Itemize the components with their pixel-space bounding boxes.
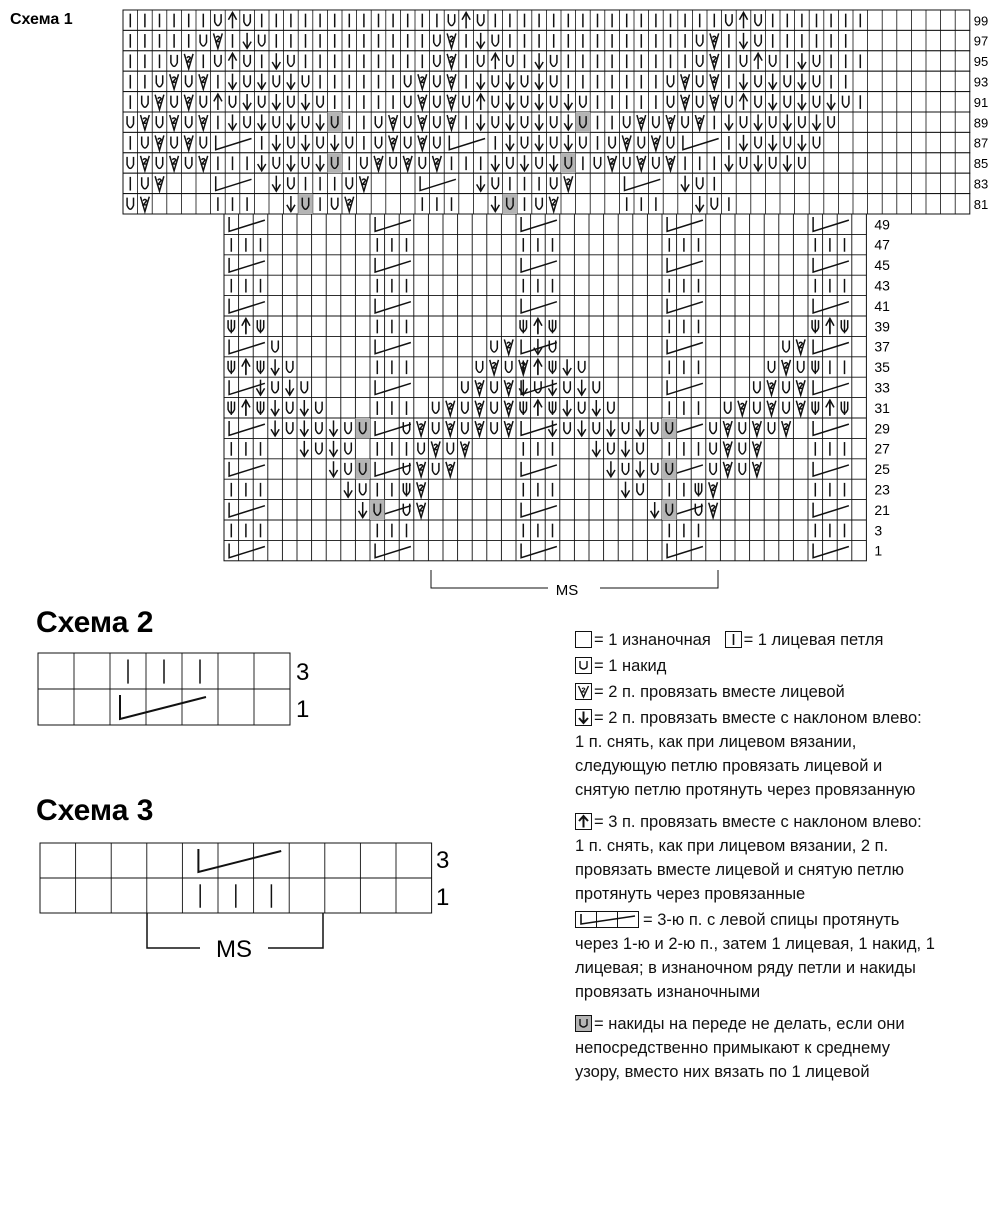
scheme1-upper-row-number: 91 [973, 94, 989, 110]
grey-cell [327, 112, 342, 132]
grey-cell [576, 112, 591, 132]
scheme2-row-1: 1 [296, 696, 310, 723]
cross-symbol-icon [575, 911, 641, 928]
ssk-symbol-icon [575, 709, 592, 726]
legend-purl: = 1 изнаночная [594, 631, 711, 649]
scheme3-row-3: 3 [436, 847, 450, 874]
legend-sk2p: = 3 п. провязать вместе с наклоном влево: 1 п. снять, как при лицевом вязании, 2 п. провязать вместе лицевой и снятую петлю протянуть через провязанные [575, 813, 922, 903]
scheme1-lower-row-number: 27 [874, 440, 890, 457]
scheme3-ms-label: MS [216, 936, 252, 963]
scheme1-lower-row-number: 45 [874, 257, 890, 274]
legend-line-k2tog [575, 680, 935, 704]
scheme3-grid [40, 843, 432, 913]
grey-cell [503, 194, 518, 214]
legend-line-cross [575, 908, 935, 1004]
scheme1-lower-row-number: 3 [874, 522, 883, 539]
scheme1-lower-row-number: 29 [874, 420, 890, 437]
grey-cell [355, 459, 370, 479]
grey-cell [327, 153, 342, 173]
scheme1-upper-row-number: 85 [973, 156, 989, 172]
scheme2-row-3: 3 [296, 659, 310, 686]
scheme1-lower-row-number: 41 [874, 297, 890, 314]
scheme1-lower-row-number: 23 [874, 481, 890, 498]
scheme1-upper-row-number: 89 [973, 115, 989, 131]
yo-symbol-icon [575, 657, 592, 674]
scheme1-upper-row-number: 93 [973, 74, 989, 90]
grey-cell [662, 418, 677, 438]
grey-cell [662, 500, 677, 520]
scheme1-lower-row-number: 37 [874, 338, 890, 355]
scheme1-grid [123, 10, 988, 561]
scheme1-upper-row-number: 95 [973, 54, 989, 70]
scheme1-lower-row-number: 1 [874, 542, 883, 559]
scheme2-title: Схема 2 [36, 606, 154, 639]
legend [575, 628, 935, 1086]
k2tog-symbol-icon [575, 683, 592, 700]
scheme1-lower-row-number: 49 [874, 216, 890, 233]
scheme1-upper-row-number: 97 [973, 33, 989, 49]
scheme1-upper-row-number: 83 [973, 176, 989, 192]
legend-line-ssk [575, 706, 935, 802]
legend-line-purl-knit [575, 628, 935, 652]
grey-cell [355, 418, 370, 438]
legend-cross: = 3-ю п. с левой спицы протянуть через 1-ю и 2-ю п., затем 1 лицевая, 1 накид, 1 лицевая; в изнаночном ряду петли и накиды провязать изнаночными [575, 911, 935, 1001]
legend-yo: = 1 накид [594, 657, 667, 675]
legend-ssk: = 2 п. провязать вместе с наклоном влево: 1 п. снять, как при лицевом вязании, следующую петлю провязать лицевой и снятую петлю протянуть через провязанную [575, 709, 922, 799]
grey-cell [561, 153, 576, 173]
scheme3-title: Схема 3 [36, 794, 154, 827]
scheme1-lower-row-number: 47 [874, 236, 890, 253]
scheme1-lower-row-number: 35 [874, 359, 890, 376]
legend-line-yo [575, 654, 935, 678]
scheme1-lower-row-number: 43 [874, 277, 890, 294]
legend-grey-yo: = накиды на переде не делать, если они непосредственно примыкают к среднему узору, вместо них вязать по 1 лицевой [575, 1015, 905, 1081]
scheme2-grid [38, 653, 290, 725]
legend-line-grey-yo [575, 1012, 935, 1084]
scheme1-lower-row-number: 31 [874, 399, 890, 416]
scheme1-lower-row-number: 39 [874, 318, 890, 335]
legend-knit: = 1 лицевая петля [743, 631, 884, 649]
knit-symbol-icon [725, 631, 742, 648]
grey-cell [298, 194, 313, 214]
scheme1-upper-row-number: 87 [973, 135, 989, 151]
sk2p-symbol-icon [575, 813, 592, 830]
scheme3-row-1: 1 [436, 884, 450, 911]
scheme1-ms-label: MS [555, 582, 579, 599]
grey-yo-symbol-icon [575, 1015, 592, 1032]
scheme1-lower-row-number: 25 [874, 461, 890, 478]
grey-cell [662, 459, 677, 479]
scheme1-lower-row-number: 33 [874, 379, 890, 396]
grey-cell [370, 500, 385, 520]
scheme1-title: Схема 1 [10, 11, 73, 28]
scheme1-upper-row-number: 99 [973, 13, 989, 29]
scheme1-upper-row-number: 81 [973, 196, 989, 212]
legend-line-sk2p [575, 810, 935, 906]
legend-k2tog: = 2 п. провязать вместе лицевой [594, 683, 845, 701]
purl-symbol-icon [575, 631, 592, 648]
scheme1-lower-row-number: 21 [874, 501, 890, 518]
